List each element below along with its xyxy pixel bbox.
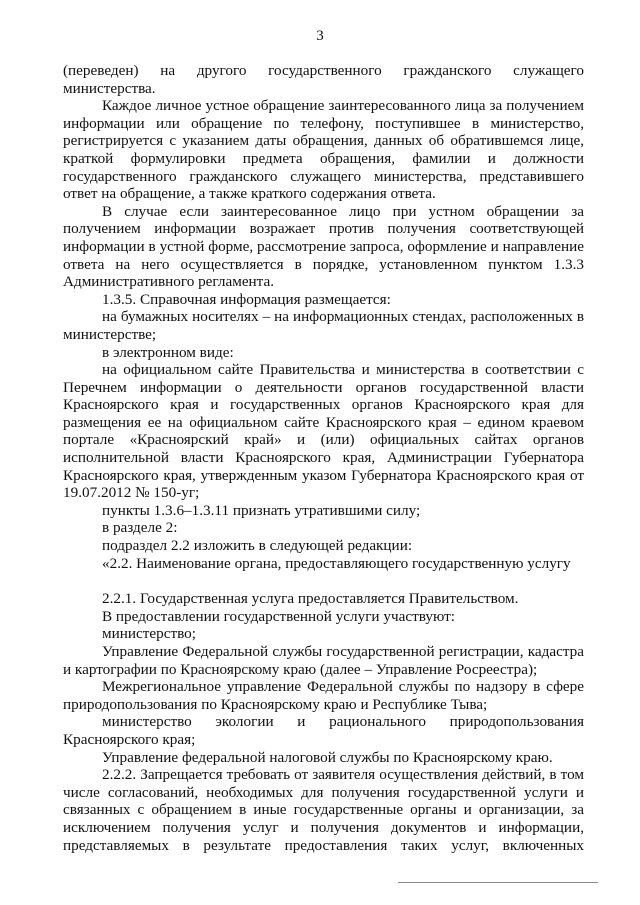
document-body — [63, 62, 584, 854]
paragraph: подраздел 2.2 изложить в следующей редакции: — [102, 537, 413, 555]
paragraph: в разделе 2: — [102, 519, 178, 537]
paragraph: В предоставлении государственной услуги участвуют: — [102, 607, 455, 625]
paragraph: 1.3.5. Справочная информация размещается: — [102, 290, 391, 308]
list-item: Управление Федеральной службы государственной регистрации, кадастра и картографии по Красноярскому краю (далее – Управление Росреестра); — [63, 643, 584, 678]
paragraph: на бумажных носителях – на информационных стендах, расположенных в министерстве; — [63, 308, 584, 343]
paragraph: В случае если заинтересованное лицо при устном обращении за получением информации возражает против получения соответствующей информации в устной форме, рассмотрение запроса, оформление и направление ответа на него осуществляется в порядке, установленном пунктом 1.3.3 Административного регламента. — [63, 202, 584, 291]
page-number: 3 — [316, 28, 324, 44]
paragraph: 2.2.1. Государственная услуга предоставляется Правительством. — [102, 590, 519, 608]
paragraph: 2.2.2. Запрещается требовать от заявителя осуществления действий, в том числе согласований, необходимых для получения государственной услуги и связанных с обращением в иные государственные органы и организации, за исключением получения услуг и получения документов и информации, представляемых в результате предоставления таких услуг, включенных — [63, 766, 584, 854]
paragraph: Каждое личное устное обращение заинтересованного лица за получением информации или обращение по телефону, поступившее в министерство, регистрируется с указанием даты обращения, данных об обратившемся лице, краткой формулировки предмета обращения, фамилии и должности государственного гражданского служащего министерства, представившего ответ на обращение, а также краткого содержания ответа. — [63, 97, 584, 203]
page-edge-line — [398, 882, 598, 883]
list-item: Управление федеральной налоговой службы по Красноярскому краю. — [102, 748, 553, 766]
paragraph: (переведен) на другого государственного гражданского служащего министерства. — [63, 62, 584, 97]
list-item: Межрегиональное управление Федеральной службы по надзору в сфере природопользования по Красноярскому краю и Республике Тыва; — [63, 678, 584, 713]
paragraph: в электронном виде: — [102, 343, 234, 361]
list-item: министерство; — [102, 625, 196, 643]
section-heading: «2.2. Наименование органа, предоставляющего государственную услугу — [102, 554, 571, 572]
paragraph: пункты 1.3.6–1.3.11 признать утратившими силу; — [102, 501, 421, 519]
list-item: министерство экологии и рационального природопользования Красноярского края; — [63, 713, 584, 748]
paragraph: на официальном сайте Правительства и министерства в соответствии с Перечнем информации о деятельности органов государственной власти Красноярского края и государственных органов Красноярского края для размещения ее на официальном сайте Красноярского края – едином краевом портале «Красноярский край» и (или) официальных сайтах органов исполнительной власти Красноярского края, Администрации Губернатора Красноярского края, утвержденным указом Губернатора Красноярского края от 19.07.2012 № 150-уг; — [63, 361, 584, 502]
